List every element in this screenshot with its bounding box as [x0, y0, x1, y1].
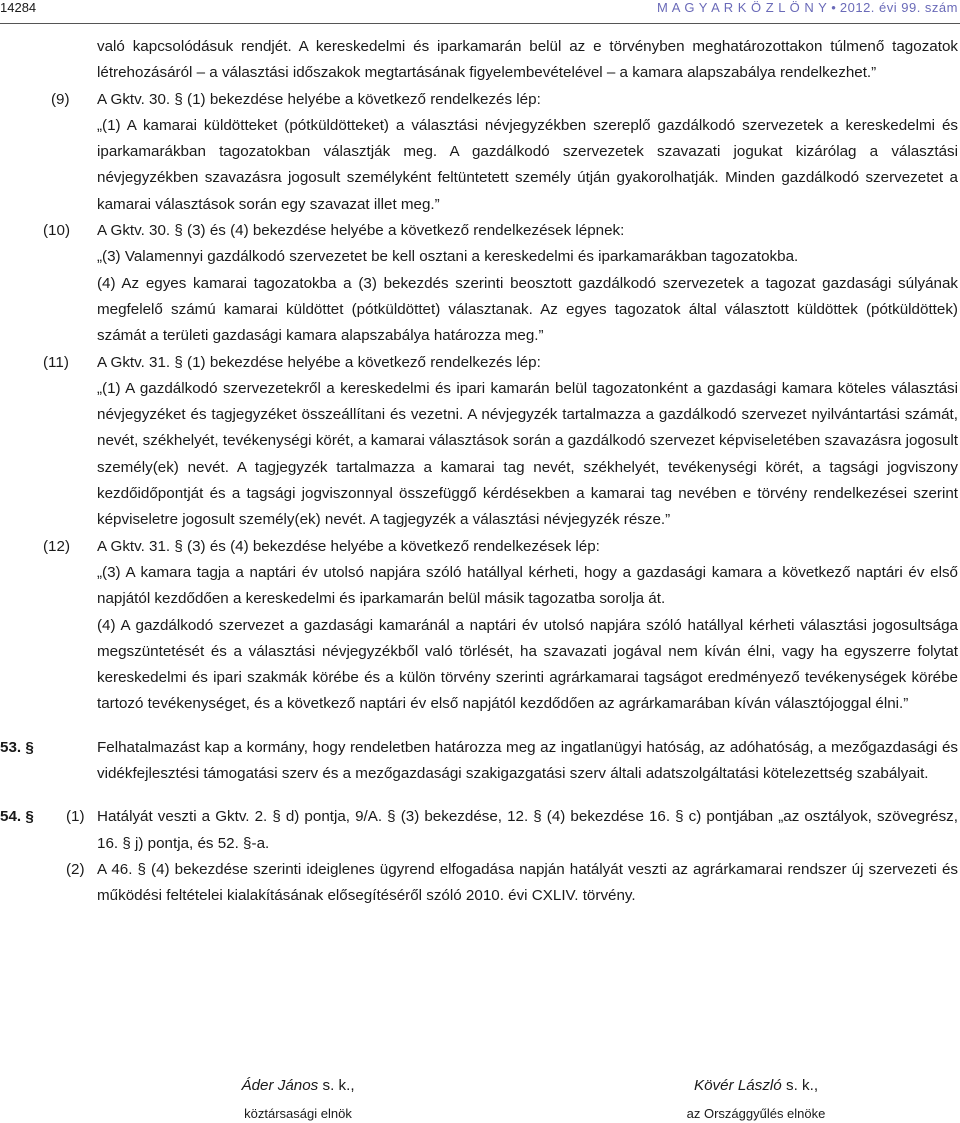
paragraph-text: A Gktv. 30. § (3) és (4) bekezdése helyébe a következő rendelkezések lépnek:: [97, 222, 625, 240]
paragraph-text: A Gktv. 31. § (3) és (4) bekezdése helyébe a következő rendelkezések lép:: [97, 537, 600, 555]
signatory-name: [642, 1077, 870, 1095]
paragraph-11: [0, 350, 958, 534]
paragraph-label: (10): [43, 222, 71, 240]
journal-header: [657, 0, 958, 15]
subsection-text: A 46. § (4) bekezdése szerinti ideiglenes ügyrend elfogadása napján hatályát veszti az agrárkamarai rendszer új szervezeti és működési feltételei kialakításának elősegítéséről szóló 2010. évi CXLIV. törvény.: [97, 860, 958, 905]
paragraph-12: [0, 534, 958, 718]
quoted-provision: „(3) A kamara tagja a naptári év utolsó napjára szóló hatállyal kérheti, hogy a gazdasági kamara a következő naptári év első napjától kezdődően a kereskedelmi és iparkamarán belül másik tagozatba sorolja át.: [97, 563, 958, 608]
paragraph-10: [0, 218, 958, 349]
header-separator: •: [831, 0, 836, 15]
journal-issue: 2012. évi 99. szám: [839, 0, 958, 15]
section-54-subsection-2: [0, 857, 958, 910]
section-text: Felhatalmazást kap a kormány, hogy rendeletben határozza meg az ingatlanügyi hatóság, az adóhatóság, a mezőgazdasági és vidékfejlesztési támogatási szerv és a mezőgazdasági szakigazgatási szerv általi adatszolgáltatási kötelezettség szabályait.: [97, 738, 958, 783]
signatory-role: köztársasági elnök: [244, 1106, 352, 1121]
page-header: [0, 0, 960, 20]
quoted-provision: „(3) Valamennyi gazdálkodó szervezetet be kell osztani a kereskedelmi és iparkamarákban tagozatokba.: [97, 248, 799, 266]
document-body: [0, 34, 958, 910]
paragraph-9: [0, 87, 958, 218]
quoted-provision: (4) Az egyes kamarai tagozatokba a (3) bekezdés szerinti beosztott gazdálkodó szervezetek a tagozat gazdasági súlyának megfelelő számú kamarai küldöttet (pótküldöttet) választanak. Az egyes tagozatok által választott küldöttek (pótküldöttek) számát a területi gazdasági kamara alapszabálya határozza meg.”: [97, 274, 958, 345]
header-rule: [0, 23, 960, 24]
section-54: [0, 804, 958, 857]
quoted-provision: „(1) A kamarai küldötteket (pótküldötteket) a választási névjegyzékben szereplő gazdálkodó szervezetek a kereskedelmi és iparkamarákban tagozatokban választják meg. A gazdálkodó szervezetek szavazati jogukat kizárólag a választási névjegyzékben szavazásra jogosult személyként feltüntetett személy útján gyakorolhatják. Minden gazdálkodó szervezetet a kamarai választások során egy szavazat illet meg.”: [97, 116, 958, 213]
page-number: 14284: [0, 0, 37, 15]
signatory-name: [198, 1077, 398, 1095]
subsection-label: (2): [66, 860, 85, 878]
section-number: 53. §: [0, 738, 34, 756]
signatory-role: az Országgyűlés elnöke: [686, 1106, 826, 1121]
signatory-name-text: Kövér László: [693, 1077, 782, 1094]
signature-president: [198, 1077, 398, 1123]
paragraph-label: (11): [43, 353, 69, 371]
section-number: 54. §: [0, 808, 34, 826]
paragraph-label: (12): [43, 537, 71, 555]
subsection-text: Hatályát veszti a Gktv. 2. § d) pontja, 9/A. § (3) bekezdése, 12. § (4) bekezdése 16. § c) pontjában „az osztályok, szövegrész, 16. § j) pontja, és 52. §-a.: [97, 808, 958, 852]
quoted-provision: „(1) A gazdálkodó szervezetekről a kereskedelmi és ipari kamarán belül tagozatonként a gazdasági kamara köteles választási névjegyzéket és tagjegyzéket összeállítani és vezetni. A névjegyzék tartalmazza a gazdálkodó szervezet nyilvántartási számát, nevét, székhelyét, tevékenységi körét, a kamarai választások során a gazdálkodó szervezet képviseletében szavazásra jogosult személy(ek) nevét. A tagjegyzék tartalmazza a kamarai tag nevét, székhelyét, tevékenységi körét, a tagsági jogviszony kezdőidőpontját és a tagsági jogviszonnyal összefüggő kérdésekben a kamarai tag nevében e törvény rendelkezései szerint képviseletre jogosult személy(ek) nevét. A tagjegyzék a választási névjegyzék része.”: [97, 379, 958, 529]
signatory-name-text: Áder János: [241, 1077, 319, 1094]
signature-mark: s. k.,: [318, 1077, 355, 1094]
paragraph-text: A Gktv. 31. § (1) bekezdése helyébe a következő rendelkezés lép:: [97, 353, 541, 371]
paragraph-label: (9): [51, 90, 70, 108]
intro-paragraph: való kapcsolódásuk rendjét. A kereskedelmi és iparkamarán belül az e törvényben meghatározottakon túlmenő tagozatok létrehozásáról – a választási időszakok megtartásának figyelembevételével – a kamara alapszabálya rendelkezhet.”: [97, 38, 958, 82]
quoted-provision: (4) A gazdálkodó szervezet a gazdasági kamaránál a naptári év utolsó napjára szóló hatállyal kérheti választási jogosultsága megszüntetését és a választási névjegyzékből való törlését, ha szavazati jogával nem kíván élni, vagy ha egyszerre folytat kereskedelmi és ipari szakmák körébe és a külön törvény szerinti agrárkamarai tagságot eredményező tevékenységek körébe tartozó tevékenységet, és a következő naptári év első napjától kezdődően az agrárkamarában kíván választójoggal élni.”: [97, 616, 958, 713]
signature-speaker: [642, 1077, 870, 1123]
section-53: [0, 735, 958, 788]
journal-title: M A G Y A R K Ö Z L Ö N Y: [657, 0, 828, 15]
signature-mark: s. k.,: [781, 1077, 819, 1094]
subsection-label: (1): [66, 808, 85, 826]
paragraph-text: A Gktv. 30. § (1) bekezdése helyébe a következő rendelkezés lép:: [97, 90, 541, 108]
